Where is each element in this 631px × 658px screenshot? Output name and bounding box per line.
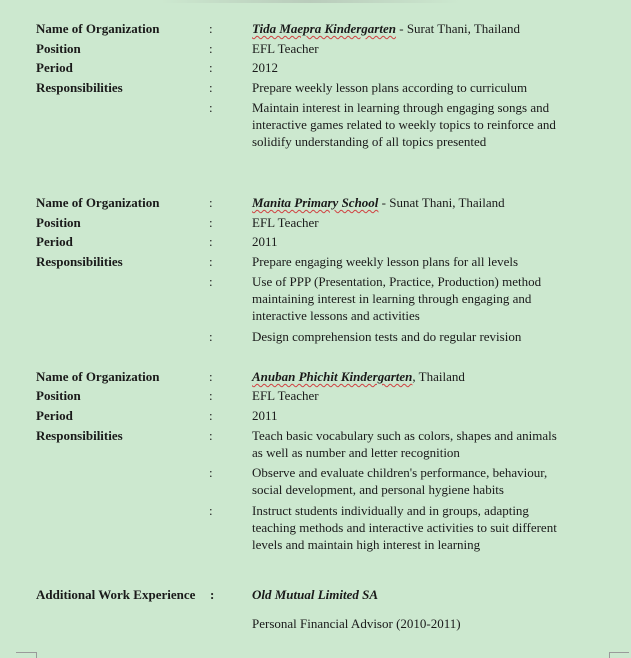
organization-name: Manita Primary School — [252, 195, 379, 210]
organization-name: Anuban Phichit Kindergarten — [252, 369, 413, 384]
responsibility-item: Observe and evaluate children's performance, behaviour, social development, and personal hygiene habits — [252, 465, 548, 497]
responsibility-item: Maintain interest in learning through engaging songs and interactive games related to weekly topics to reinforce and solidify understanding of all topics presented — [252, 100, 556, 149]
colon: : — [209, 195, 213, 210]
period-value: 2012 — [252, 60, 278, 75]
colon: : — [209, 369, 213, 384]
responsibility-item: Prepare engaging weekly lesson plans for all levels — [252, 254, 519, 269]
organization-value — [252, 194, 570, 211]
responsibilities-label: Responsibilities — [36, 428, 123, 443]
responsibility-item: Design comprehension tests and do regular revision — [252, 329, 522, 344]
responsibility-item: Use of PPP (Presentation, Practice, Production) method maintaining interest in learning through engaging and interactive lessons and activities — [252, 274, 542, 323]
organization-name: Tida Maepra Kindergarten — [252, 21, 396, 36]
colon: : — [210, 587, 215, 602]
organization-label: Name of Organization — [36, 369, 160, 384]
organization-location: - Surat Thani, Thailand — [395, 21, 521, 36]
position-label: Position — [36, 41, 81, 56]
period-label: Period — [36, 234, 73, 249]
responsibility-item: Prepare weekly lesson plans according to curriculum — [252, 80, 528, 95]
responsibilities-label: Responsibilities — [36, 80, 123, 95]
colon: : — [209, 41, 213, 56]
colon: : — [209, 254, 213, 269]
period-label: Period — [36, 60, 73, 75]
colon: : — [209, 503, 213, 518]
position-value: EFL Teacher — [252, 388, 319, 403]
colon: : — [209, 465, 213, 480]
organization-value — [252, 20, 570, 37]
responsibilities-label: Responsibilities — [36, 254, 123, 269]
colon: : — [209, 428, 213, 443]
additional-role: Personal Financial Advisor (2010-2011) — [252, 616, 461, 631]
colon: : — [209, 234, 213, 249]
responsibility-item: Teach basic vocabulary such as colors, shapes and animals as well as number and letter recognition — [252, 428, 557, 460]
crop-mark-right — [609, 652, 629, 658]
colon: : — [209, 408, 213, 423]
position-value: EFL Teacher — [252, 41, 319, 56]
organization-label: Name of Organization — [36, 195, 160, 210]
period-value: 2011 — [252, 234, 278, 249]
colon: : — [209, 60, 213, 75]
colon: : — [209, 100, 213, 115]
organization-value — [252, 368, 570, 385]
additional-company-name: Old Mutual Limited SA — [252, 587, 379, 602]
position-label: Position — [36, 388, 81, 403]
period-value: 2011 — [252, 408, 278, 423]
organization-location: - Sunat Thani, Thailand — [378, 195, 505, 210]
position-label: Position — [36, 215, 81, 230]
colon: : — [209, 21, 213, 36]
additional-label: Additional Work Experience — [36, 587, 196, 602]
colon: : — [209, 215, 213, 230]
colon: : — [209, 329, 213, 344]
colon: : — [209, 388, 213, 403]
crop-mark-left — [16, 652, 36, 658]
organization-location: , Thailand — [412, 369, 465, 384]
position-value: EFL Teacher — [252, 215, 319, 230]
colon: : — [209, 80, 213, 95]
responsibility-item: Instruct students individually and in groups, adapting teaching methods and interactive activities to suit different levels and maintain high interest in learning — [252, 503, 557, 552]
colon: : — [209, 274, 213, 289]
additional-company — [252, 586, 570, 603]
period-label: Period — [36, 408, 73, 423]
organization-label: Name of Organization — [36, 21, 160, 36]
page-top-edge — [160, 0, 460, 3]
